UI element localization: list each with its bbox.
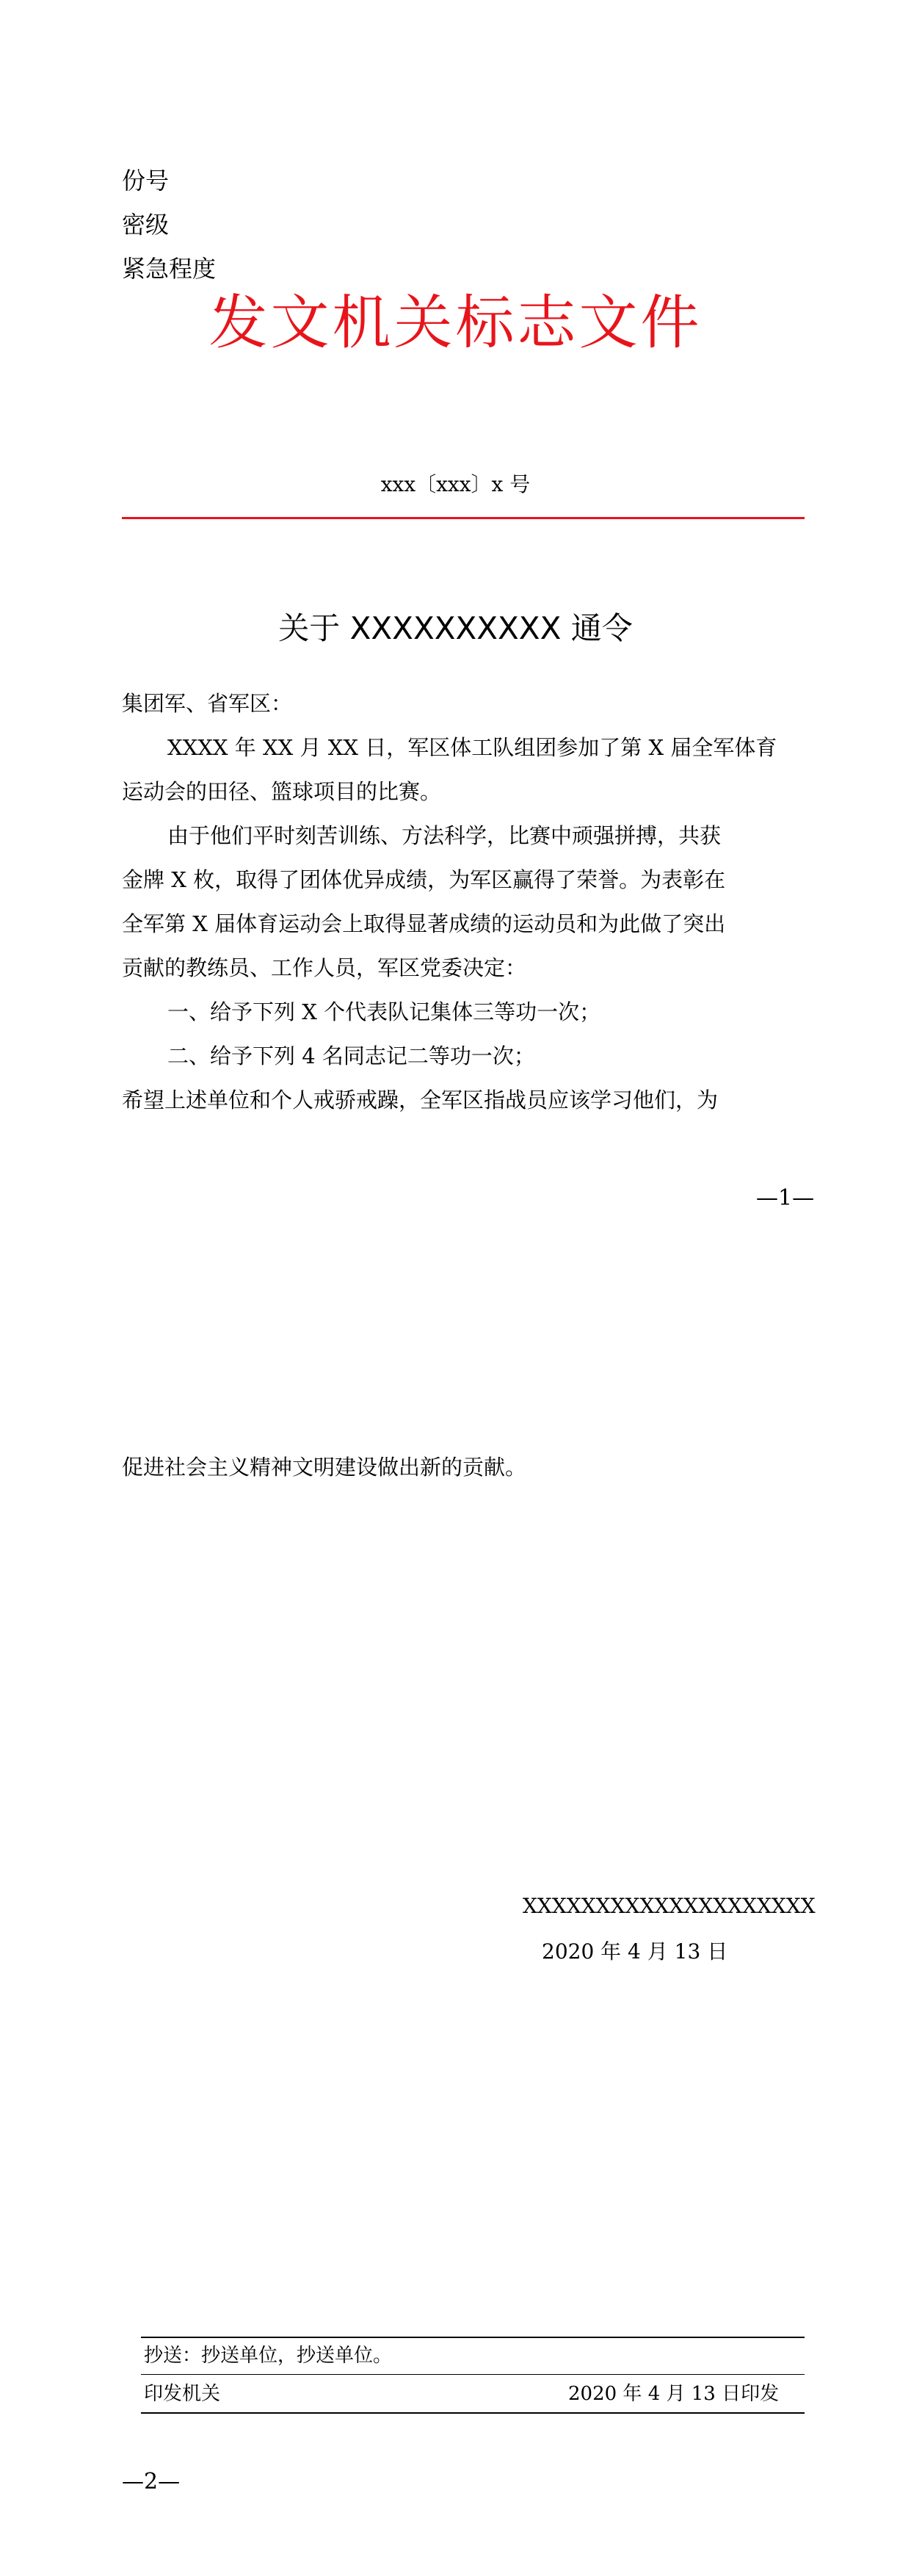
continuation-line: 促进社会主义精神文明建设做出新的贡献。 [122,1455,527,1480]
document-title: 关于 XXXXXXXXXX 通令 [278,610,633,646]
printing-date: 2020 年 4 月 13 日印发 [568,2383,780,2405]
body-line-6: 贡献的教练员、工作人员，军区党委决定： [122,955,527,980]
footer-top-rule [141,2337,805,2338]
body-line-7: 一、给予下列 X 个代表队记集体三等功一次； [167,999,601,1024]
issuer-title: 发文机关标志文件 [208,289,703,357]
body-line-2: 运动会的田径、篮球项目的比赛。 [122,779,442,804]
body-line-4: 金牌 X 枚，取得了团体优异成绩，为军区赢得了荣誉。为表彰在 [122,867,726,892]
secret-level-label: 密级 [122,211,170,239]
red-separator-line [122,517,805,519]
signature-organization: XXXXXXXXXXXXXXXXXXXX [523,1894,816,1918]
cc-line: 抄送：抄送单位，抄送单位。 [144,2345,393,2367]
printing-office: 印发机关 [144,2383,221,2405]
document-number: xxx〔xxx〕x 号 [380,472,531,496]
footer-middle-rule [141,2374,805,2375]
body-line-3: 由于他们平时刻苦训练、方法科学，比赛中顽强拼搏，共获 [167,823,722,848]
copy-number-label: 份号 [122,167,170,195]
signature-date: 2020 年 4 月 13 日 [542,1939,728,1964]
urgency-label: 紧急程度 [122,255,217,283]
body-line-1: XXXX 年 XX 月 XX 日，军区体工队组团参加了第 X 届全军体育 [167,735,777,760]
footer-bottom-rule [141,2412,805,2414]
body-line-9: 希望上述单位和个人戒骄戒躁，全军区指战员应该学习他们，为 [122,1088,719,1112]
addressee: 集团军、省军区： [122,691,293,716]
page-number-1: —1— [756,1185,815,1211]
body-line-8: 二、给予下列 4 名同志记二等功一次； [167,1043,535,1068]
page-number-2: —2— [122,2469,181,2494]
body-line-5: 全军第 X 届体育运动会上取得显著成绩的运动员和为此做了突出 [122,911,726,936]
